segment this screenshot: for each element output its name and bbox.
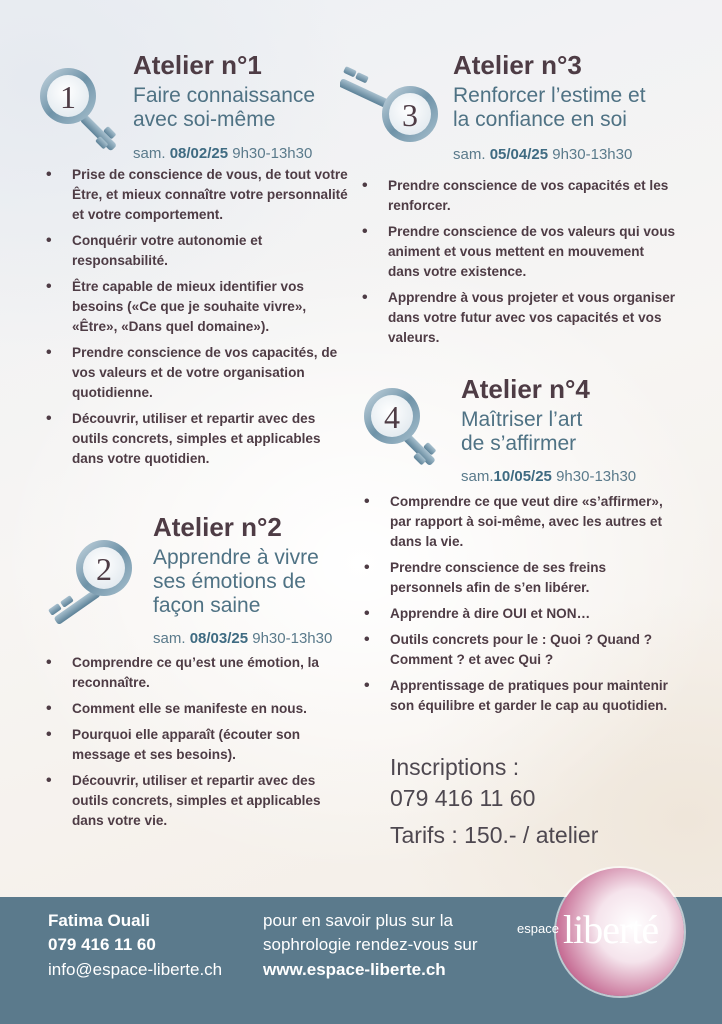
inscriptions — [390, 752, 535, 814]
atelier-title: Atelier n°3 — [453, 50, 582, 80]
list-item: • Pourquoi elle apparaît (écouter son message et ses besoins). — [42, 725, 352, 765]
atelier-date: sam. 08/03/25 9h30-13h30 — [153, 630, 333, 647]
atelier-subtitle: Renforcer l’estime et la confiance en soi — [453, 84, 646, 131]
key-icon — [34, 62, 126, 154]
key-number: 1 — [60, 79, 76, 115]
atelier-title: Atelier n°1 — [133, 50, 262, 80]
website-link[interactable]: www.espace-liberte.ch — [263, 960, 446, 979]
atelier-items — [42, 653, 352, 837]
footer-info-line1: pour en savoir plus sur la — [263, 911, 453, 930]
logo-prefix: espace — [517, 921, 559, 936]
list-item: • Comprendre ce que veut dire «s’affirmer», par rapport à soi-même, avec les autres et dans la vie. — [360, 492, 678, 552]
list-item: • Découvrir, utiliser et repartir avec des outils concrets, simples et applicables dans votre vie. — [42, 771, 352, 831]
tarifs: Tarifs : 150.- / atelier — [390, 822, 599, 848]
contact-email[interactable]: info@espace-liberte.ch — [48, 960, 223, 979]
atelier-date: sam.10/05/25 9h30-13h30 — [461, 468, 637, 485]
atelier-subtitle: Apprendre à vivre ses émotions de façon saine — [153, 546, 319, 617]
list-item: • Comprendre ce qu’est une émotion, la reconnaître. — [42, 653, 352, 693]
list-item: • Apprendre à dire OUI et NON… — [360, 604, 678, 624]
list-item: • Être capable de mieux identifier vos besoins («Ce que je souhaite vivre», «Être», «Dans quel domaine»). — [42, 277, 352, 337]
atelier-date: sam. 08/02/25 9h30-13h30 — [133, 145, 313, 162]
list-item: • Découvrir, utiliser et repartir avec des outils concrets, simples et applicables dans votre quotidien. — [42, 409, 352, 469]
key-number: 3 — [402, 97, 418, 133]
contact-phone[interactable]: 079 416 11 60 — [48, 935, 156, 954]
contact-name: Fatima Ouali — [48, 911, 151, 930]
key-icon — [358, 382, 458, 482]
key-icon — [340, 64, 450, 154]
atelier-subtitle: Faire connaissance avec soi-même — [133, 84, 316, 131]
atelier-date: sam. 05/04/25 9h30-13h30 — [453, 146, 633, 163]
atelier-title: Atelier n°4 — [461, 374, 590, 404]
key-number: 4 — [384, 399, 400, 435]
inscriptions-label: Inscriptions : — [390, 754, 520, 780]
atelier-items — [360, 492, 678, 722]
list-item: • Prendre conscience de vos capacités et les renforcer. — [358, 176, 678, 216]
list-item: • Apprendre à vous projeter et vous organiser dans votre futur avec vos capacités et vos valeurs. — [358, 288, 678, 348]
list-item: • Prendre conscience de ses freins personnels afin de s’en libérer. — [360, 558, 678, 598]
atelier-items — [358, 176, 678, 354]
atelier-subtitle: Maîtriser l’art de s’affirmer — [461, 408, 583, 455]
atelier-title: Atelier n°2 — [153, 512, 282, 542]
key-number: 2 — [96, 551, 112, 587]
inscriptions-phone: 079 416 11 60 — [390, 785, 536, 811]
list-item: • Prendre conscience de vos capacités, de vos valeurs et de votre organisation quotidienne. — [42, 343, 352, 403]
atelier-items — [42, 165, 352, 475]
list-item: • Comment elle se manifeste en nous. — [42, 699, 352, 719]
key-icon — [40, 530, 150, 630]
list-item: • Apprentissage de pratiques pour maintenir son équilibre et garder le cap au quotidien. — [360, 676, 678, 716]
list-item: • Prendre conscience de vos valeurs qui vous animent et vous mettent en mouvement dans votre existence. — [358, 222, 678, 282]
list-item: • Conquérir votre autonomie et responsabilité. — [42, 231, 352, 271]
list-item: • Outils concrets pour le : Quoi ? Quand ? Comment ? et avec Qui ? — [360, 630, 678, 670]
list-item: • Prise de conscience de vous, de tout votre Être, et mieux connaître votre personnalité et votre comportement. — [42, 165, 352, 225]
logo-name: liberté — [563, 907, 659, 952]
footer-info-line2: sophrologie rendez-vous sur — [263, 935, 478, 954]
